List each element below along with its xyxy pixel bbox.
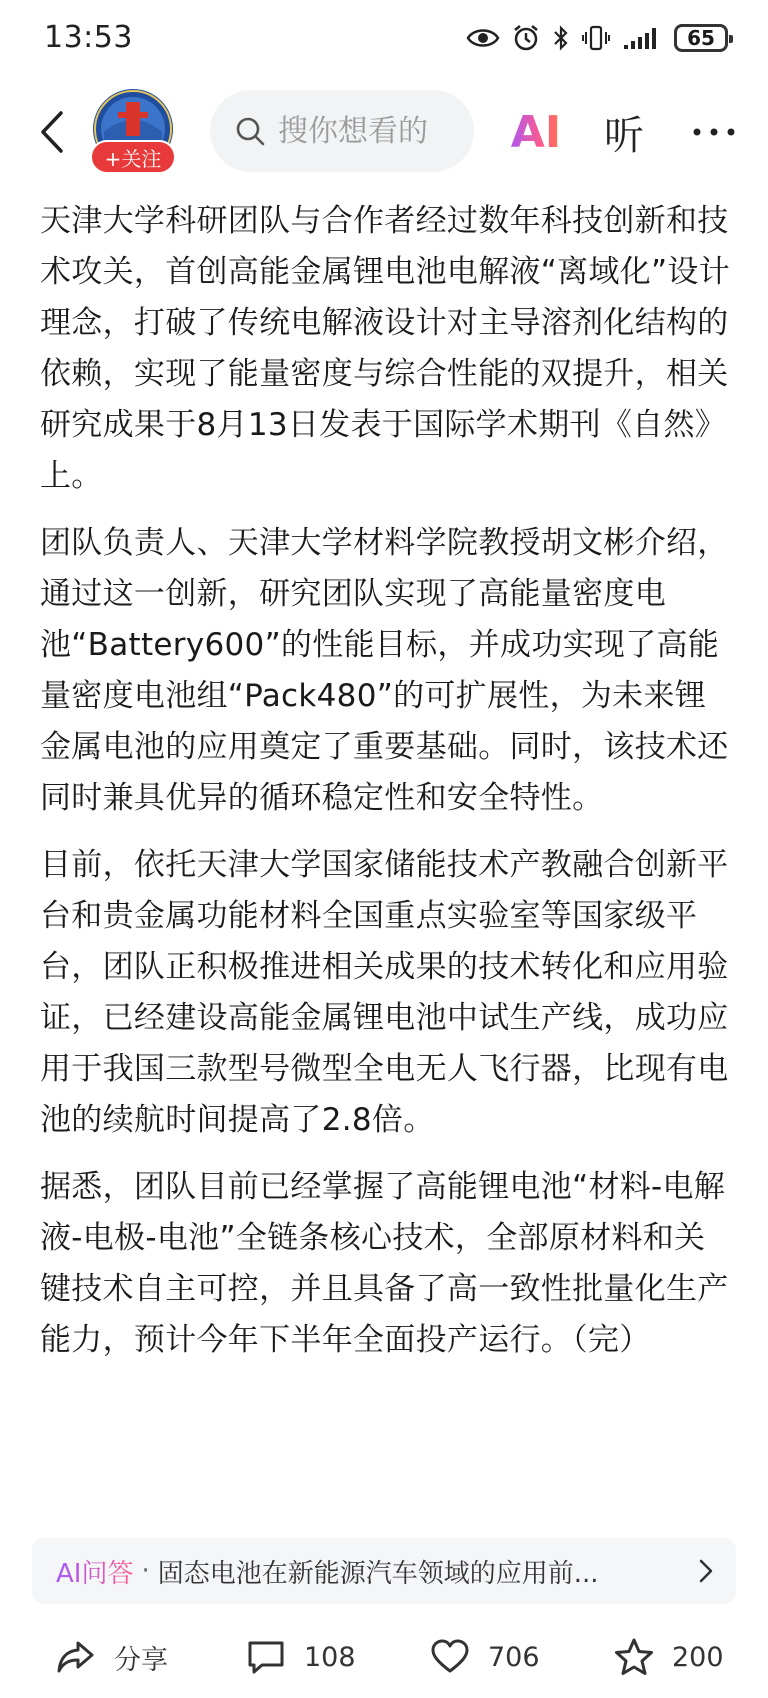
eye-icon [466,26,500,50]
ai-qa-label: AI问答 [56,1553,133,1590]
comment-button[interactable] [246,1632,356,1682]
article-paragraph: 天津大学科研团队与合作者经过数年科技创新和技术攻关，首创高能金属锂电池电解液“离域化”设计理念，打破了传统电解液设计对主导溶剂化结构的依赖，实现了能量密度与综合性能的双提升，相关研究成果于8月13日发表于国际学术期刊《自然》上。 [40,203,731,494]
article-header [0,84,768,180]
status-bar [0,0,768,76]
more-dots-icon [692,127,736,137]
search-icon [234,115,266,147]
vibrate-icon [582,24,610,52]
article-paragraph: 目前，依托天津大学国家储能技术产教融合创新平台和贵金属功能材料全国重点实验室等国家级平台，团队正积极推进相关成果的技术转化和应用验证，已经建设高能金属锂电池中试生产线，成功应用于我国三款型号微型全电无人飞行器，比现有电池的续航时间提高了2.8倍。 [40,847,729,1138]
chevron-right-icon [692,1557,720,1585]
article-paragraph: 团队负责人、天津大学材料学院教授胡文彬介绍，通过这一创新，研究团队实现了高能量密度电池“Battery600”的性能目标，并成功实现了高能量密度电池组“Pack480”的可扩展性，为未来锂金属电池的应用奠定了重要基础。同时，该技术还同时兼具优异的循环稳定性和安全特性。 [40,525,729,816]
comment-icon [246,1637,286,1677]
chevron-left-icon [39,110,65,154]
status-icons [466,20,728,56]
favorite-button[interactable] [614,1632,724,1682]
signal-icon [622,25,662,51]
ai-qa-separator: · [141,1556,150,1586]
comment-count: 108 [304,1641,356,1673]
search-box[interactable] [210,90,474,172]
star-icon [614,1637,654,1677]
ai-qa-question: 固态电池在新能源汽车领域的应用前... [157,1558,599,1589]
like-button[interactable] [430,1632,540,1682]
bluetooth-icon [552,24,570,52]
search-input[interactable] [278,114,438,149]
like-count: 706 [488,1641,540,1673]
favorite-count: 200 [672,1641,724,1673]
alarm-icon [512,24,540,52]
bottom-action-bar [0,1618,768,1698]
status-time: 13:53 [44,20,133,55]
ai-assistant-button[interactable]: AI [506,104,566,160]
ai-qa-suggestion[interactable] [32,1538,736,1604]
back-button[interactable] [30,104,74,160]
article-body [40,196,732,1382]
share-button[interactable] [56,1632,168,1682]
article-paragraph: 据悉，团队目前已经掌握了高能锂电池“材料-电解液-电极-电池”全链条核心技术，全部原材料和关键技术自主可控，并且具备了高一致性批量化生产能力，预计今年下半年全面投产运行。（完） [40,1169,729,1358]
listen-button[interactable]: 听 [604,112,644,159]
share-label: 分享 [114,1644,168,1676]
publisher-avatar-group[interactable] [88,88,176,176]
heart-icon [430,1637,470,1677]
follow-button[interactable]: +关注 [90,140,176,174]
battery-indicator: 65 [674,24,728,52]
share-icon [56,1637,96,1677]
more-options-button[interactable] [686,104,742,160]
